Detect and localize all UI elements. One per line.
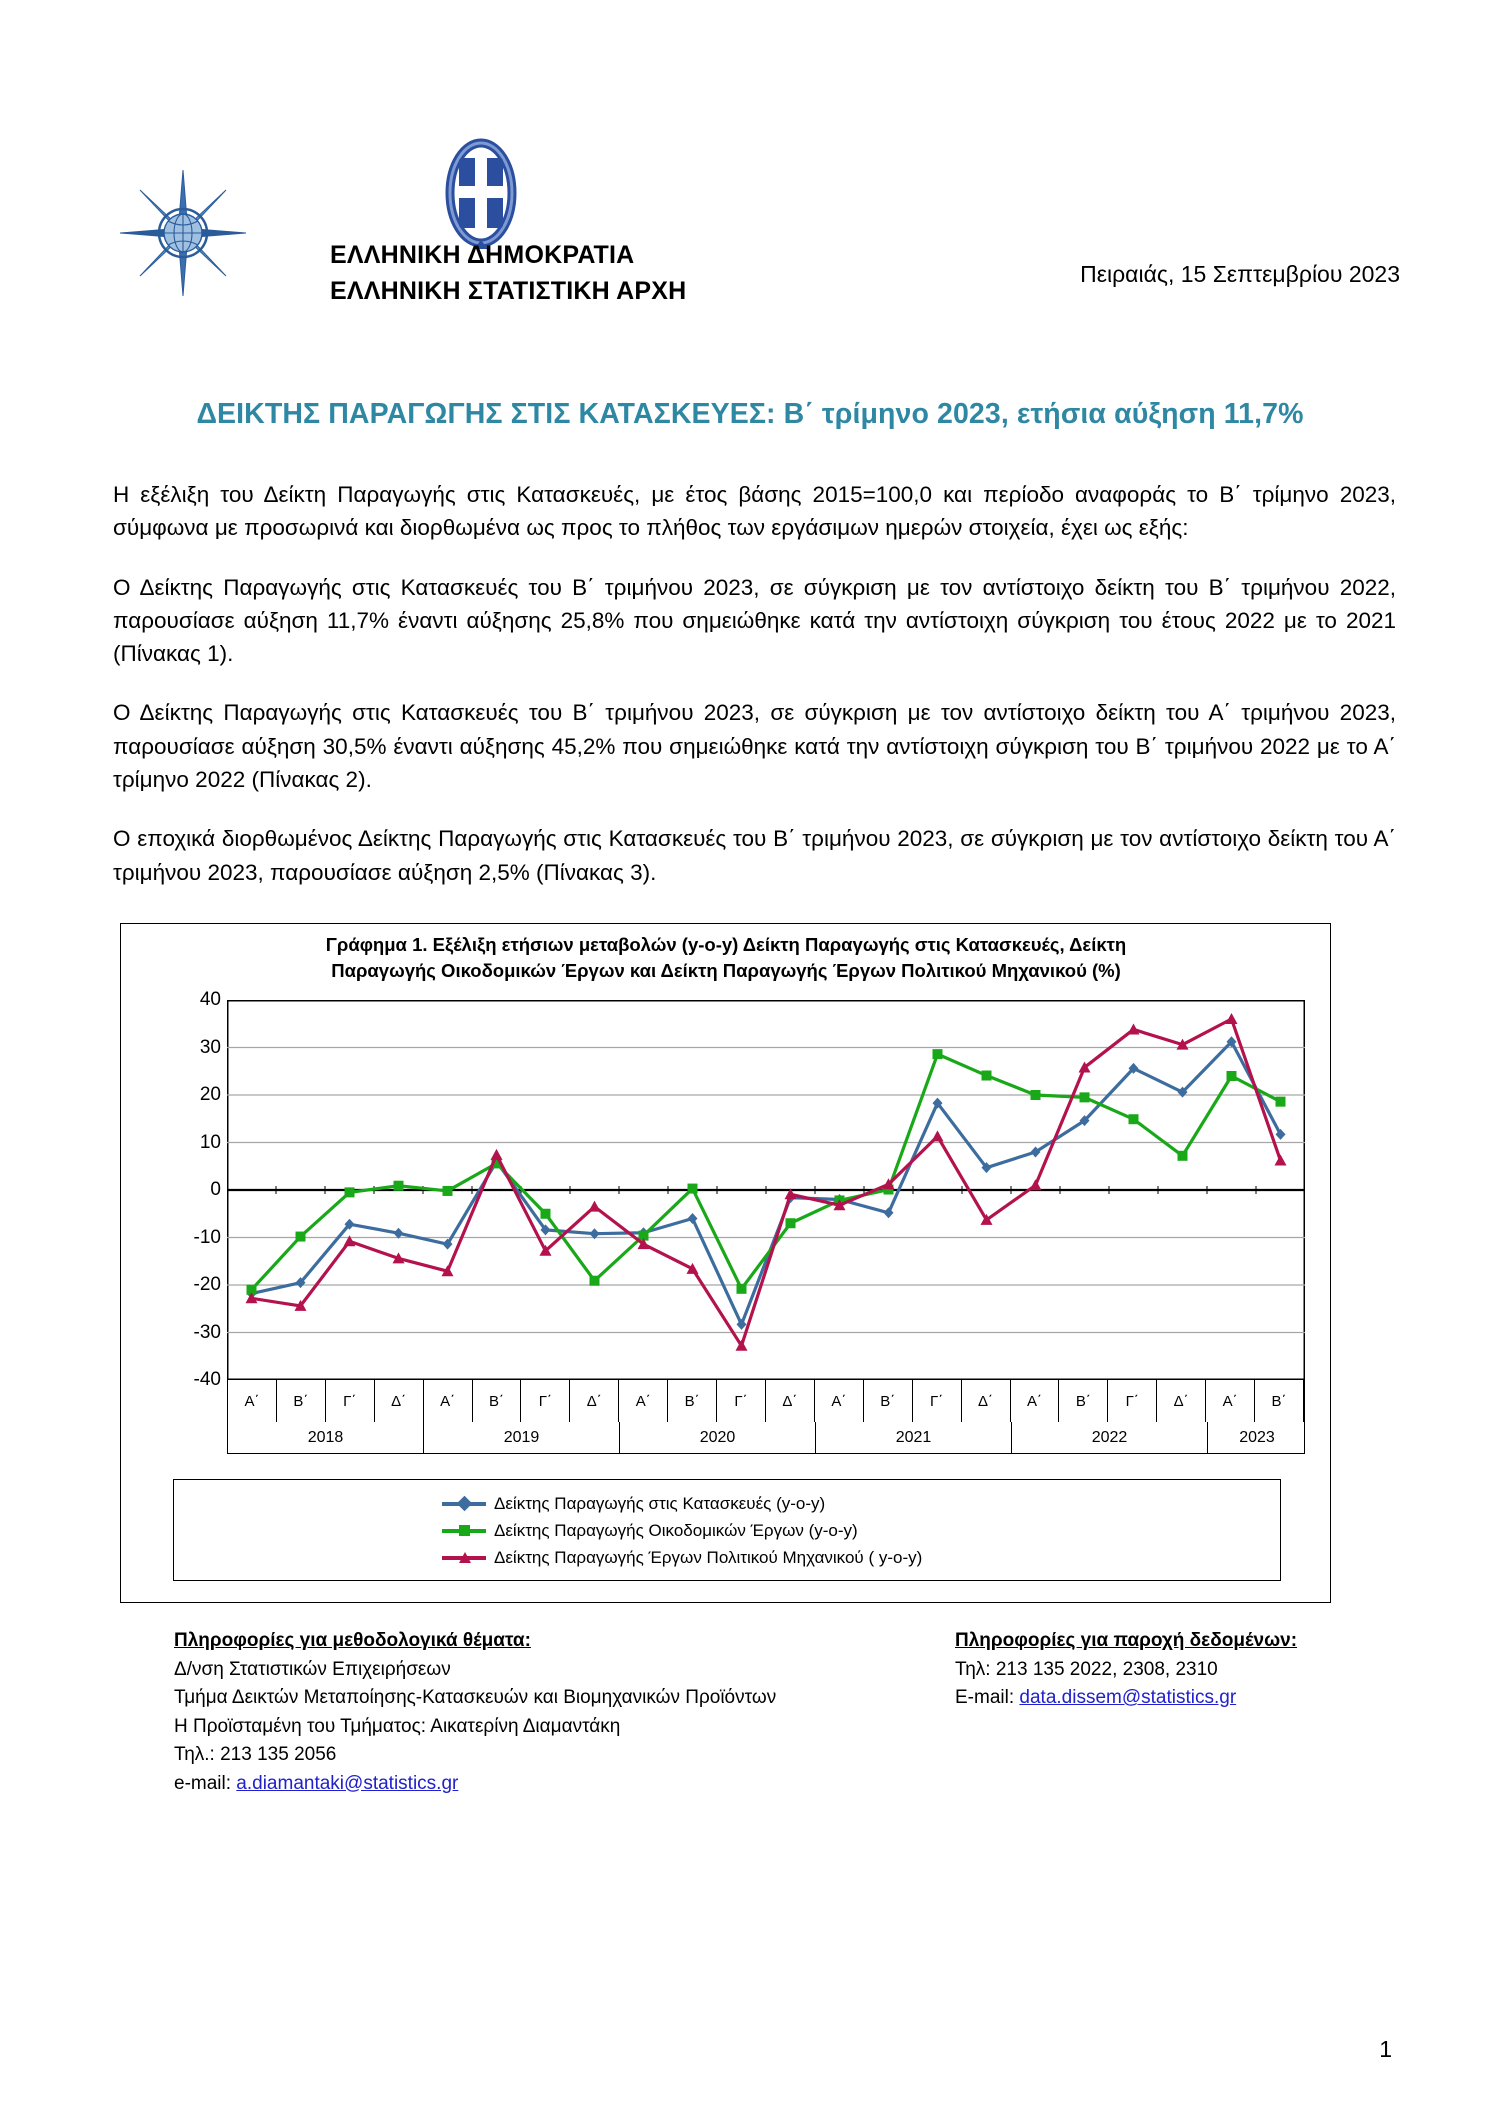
footer-data-provision-info — [955, 1627, 1435, 1713]
y-tick-0: 0 — [210, 1179, 221, 1200]
x-axis — [227, 1380, 1305, 1454]
footer-left-line-3: Η Προϊσταμένη του Τμήματος: Αικατερίνη Διαμαντάκη — [174, 1715, 621, 1737]
y-tick-10: 10 — [199, 1131, 221, 1153]
footer-methodology-info — [174, 1627, 834, 1798]
footer-right-phone: Τηλ: 213 135 2022, 2308, 2310 — [955, 1658, 1218, 1680]
x-tick-year: 2021 — [816, 1422, 1012, 1454]
legend-marker-icon — [442, 1550, 486, 1566]
x-tick-year: 2023 — [1239, 1429, 1275, 1446]
x-tick-year: 2022 — [1012, 1422, 1208, 1454]
x-tick-quarter: Γ΄ — [717, 1380, 766, 1422]
document-header — [0, 118, 1500, 308]
x-axis-year-row — [228, 1422, 1304, 1454]
x-tick-quarter: Γ΄ — [1108, 1380, 1157, 1422]
x-tick-quarter: Γ΄ — [521, 1380, 570, 1422]
footer-left-email-link[interactable]: a.diamantaki@statistics.gr — [236, 1772, 459, 1794]
organization-name — [330, 238, 686, 309]
footer-right-email-label: E-mail: — [955, 1687, 1020, 1708]
x-tick-quarter: Δ΄ — [962, 1380, 1011, 1422]
footer-left-line-4: Τηλ.: 213 135 2056 — [174, 1744, 337, 1765]
y-tick--30: -30 — [193, 1321, 221, 1343]
legend-marker-icon — [442, 1496, 486, 1512]
x-tick-quarter: Β΄ — [1059, 1380, 1108, 1422]
x-tick-year: 2018 — [228, 1422, 424, 1454]
legend-item[interactable] — [174, 1490, 1280, 1517]
y-tick-30: 30 — [199, 1036, 221, 1058]
document-body — [113, 478, 1396, 915]
legend-item[interactable] — [174, 1517, 1280, 1544]
x-tick-quarter: Α΄ — [619, 1380, 668, 1422]
chart-title-line-1: Γράφημα 1. Εξέλιξη ετήσιων μεταβολών (y-o-y) Δείκτη Παραγωγής στις Κατασκευές, Δείκτη — [325, 934, 1127, 955]
chart-plot-area — [227, 1000, 1305, 1380]
x-tick-quarter: Α΄ — [228, 1380, 277, 1422]
x-tick-quarter: Α΄ — [424, 1380, 473, 1422]
paragraph-annual-comparison: Ο Δείκτης Παραγωγής στις Κατασκευές του Β΄ τριμήνου 2023, σε σύγκριση με τον αντίστοιχο δείκτη του Β΄ τριμήνου 2022, παρουσίασε αύξηση 11,7% έναντι αύξησης 25,8% που σημειώθηκε κατά την αντίστοιχη σύγκριση του έτους 2022 με το 2021 (Πίνακας 1). — [113, 574, 1396, 667]
y-tick--10: -10 — [193, 1226, 221, 1248]
y-tick--20: -20 — [193, 1274, 221, 1295]
y-tick-20: 20 — [199, 1084, 221, 1105]
chart-title — [201, 932, 1251, 985]
x-tick-quarter: Β΄ — [1255, 1380, 1304, 1422]
x-tick-quarter: Α΄ — [815, 1380, 864, 1422]
x-tick-quarter: Α΄ — [1206, 1380, 1255, 1422]
place-and-date: Πειραιάς, 15 Σεπτεμβρίου 2023 — [1080, 261, 1400, 287]
chart-legend — [173, 1479, 1281, 1581]
y-tick-40: 40 — [199, 989, 221, 1010]
x-tick-quarter: Γ΄ — [326, 1380, 375, 1422]
footer-left-line-2: Τμήμα Δεικτών Μεταποίησης-Κατασκευών και Βιομηχανικών Προϊόντων — [174, 1687, 777, 1708]
y-tick--40: -40 — [193, 1369, 221, 1390]
chart-title-line-2: Παραγωγής Οικοδομικών Έργων και Δείκτη Παραγωγής Έργων Πολιτικού Μηχανικού (%) — [331, 960, 1121, 982]
legend-label: Δείκτης Παραγωγής στις Κατασκευές (y-o-y) — [494, 1493, 826, 1513]
legend-item[interactable] — [174, 1544, 1280, 1571]
paragraph-seasonally-adjusted: Ο εποχικά διορθωμένος Δείκτης Παραγωγής στις Κατασκευές του Β΄ τριμήνου 2023, σε σύγκριση με τον αντίστοιχο δείκτη του Α΄ τριμήνου 2023, παρουσίασε αύξηση 2,5% (Πίνακας 3). — [113, 826, 1396, 885]
x-tick-quarter: Δ΄ — [570, 1380, 619, 1422]
footer-left-email-label: e-mail: — [174, 1772, 237, 1794]
page-title: ΔΕΙΚΤΗΣ ΠΑΡΑΓΩΓΗΣ ΣΤΙΣ ΚΑΤΑΣΚΕΥΕΣ: Β΄ τρίμηνο 2023, ετήσια αύξηση 11,7% — [196, 398, 1304, 430]
elstat-compass-logo-icon — [118, 168, 248, 298]
org-line-republic: ΕΛΛΗΝΙΚΗ ΔΗΜΟΚΡΑΤΙΑ — [330, 241, 635, 269]
hellenic-republic-coat-of-arms-icon — [435, 136, 527, 251]
footer-data-heading: Πληροφορίες για παροχή δεδομένων: — [955, 1630, 1298, 1651]
x-tick-quarter: Β΄ — [864, 1380, 913, 1422]
x-axis-quarter-row — [228, 1380, 1304, 1422]
paragraph-quarterly-comparison: Ο Δείκτης Παραγωγής στις Κατασκευές του Β΄ τριμήνου 2023, σε σύγκριση με τον αντίστοιχο δείκτη του Α΄ τριμήνου 2023, παρουσίασε αύξηση 30,5% έναντι αύξησης 45,2% που σημειώθηκε κατά την αντίστοιχη σύγκριση του Β΄ τριμήνου 2022 με το Α΄ τρίμηνο 2022 (Πίνακας 2). — [113, 700, 1396, 793]
x-tick-quarter: Γ΄ — [913, 1380, 962, 1422]
x-tick-quarter: Β΄ — [668, 1380, 717, 1422]
paragraph-intro: Η εξέλιξη του Δείκτη Παραγωγής στις Κατασκευές, με έτος βάσης 2015=100,0 και περίοδο αναφοράς το Β΄ τρίμηνο 2023, σύμφωνα με προσωρινά και διορθωμένα ως προς το πλήθος των εργάσιμων ημερών στοιχεία, έχει ως εξής: — [113, 482, 1396, 541]
x-tick-quarter: Δ΄ — [375, 1380, 424, 1422]
x-tick-quarter: Α΄ — [1011, 1380, 1060, 1422]
org-line-statistics-authority: ΕΛΛΗΝΙΚΗ ΣΤΑΤΙΣΤΙΚΗ ΑΡΧΗ — [330, 276, 687, 305]
x-tick-quarter: Β΄ — [277, 1380, 326, 1422]
x-tick-quarter: Δ΄ — [1157, 1380, 1206, 1422]
footer-methodology-heading: Πληροφορίες για μεθοδολογικά θέματα: — [174, 1630, 531, 1651]
y-axis-tick-labels — [161, 990, 221, 1390]
legend-marker-icon — [442, 1523, 486, 1539]
x-tick-quarter: Δ΄ — [766, 1380, 815, 1422]
footer-left-line-1: Δ/νση Στατιστικών Επιχειρήσεων — [174, 1658, 451, 1680]
legend-label: Δείκτης Παραγωγής Έργων Πολιτικού Μηχανικού ( y-o-y) — [494, 1547, 923, 1567]
page-number: 1 — [1379, 2036, 1392, 2062]
legend-label: Δείκτης Παραγωγής Οικοδομικών Έργων (y-o-y) — [494, 1520, 858, 1540]
footer-right-email-link[interactable]: data.dissem@statistics.gr — [1019, 1687, 1237, 1708]
x-tick-year: 2019 — [424, 1422, 620, 1454]
x-tick-year: 2020 — [620, 1422, 816, 1454]
chart-figure-1 — [120, 923, 1331, 1603]
x-tick-quarter: Β΄ — [473, 1380, 522, 1422]
